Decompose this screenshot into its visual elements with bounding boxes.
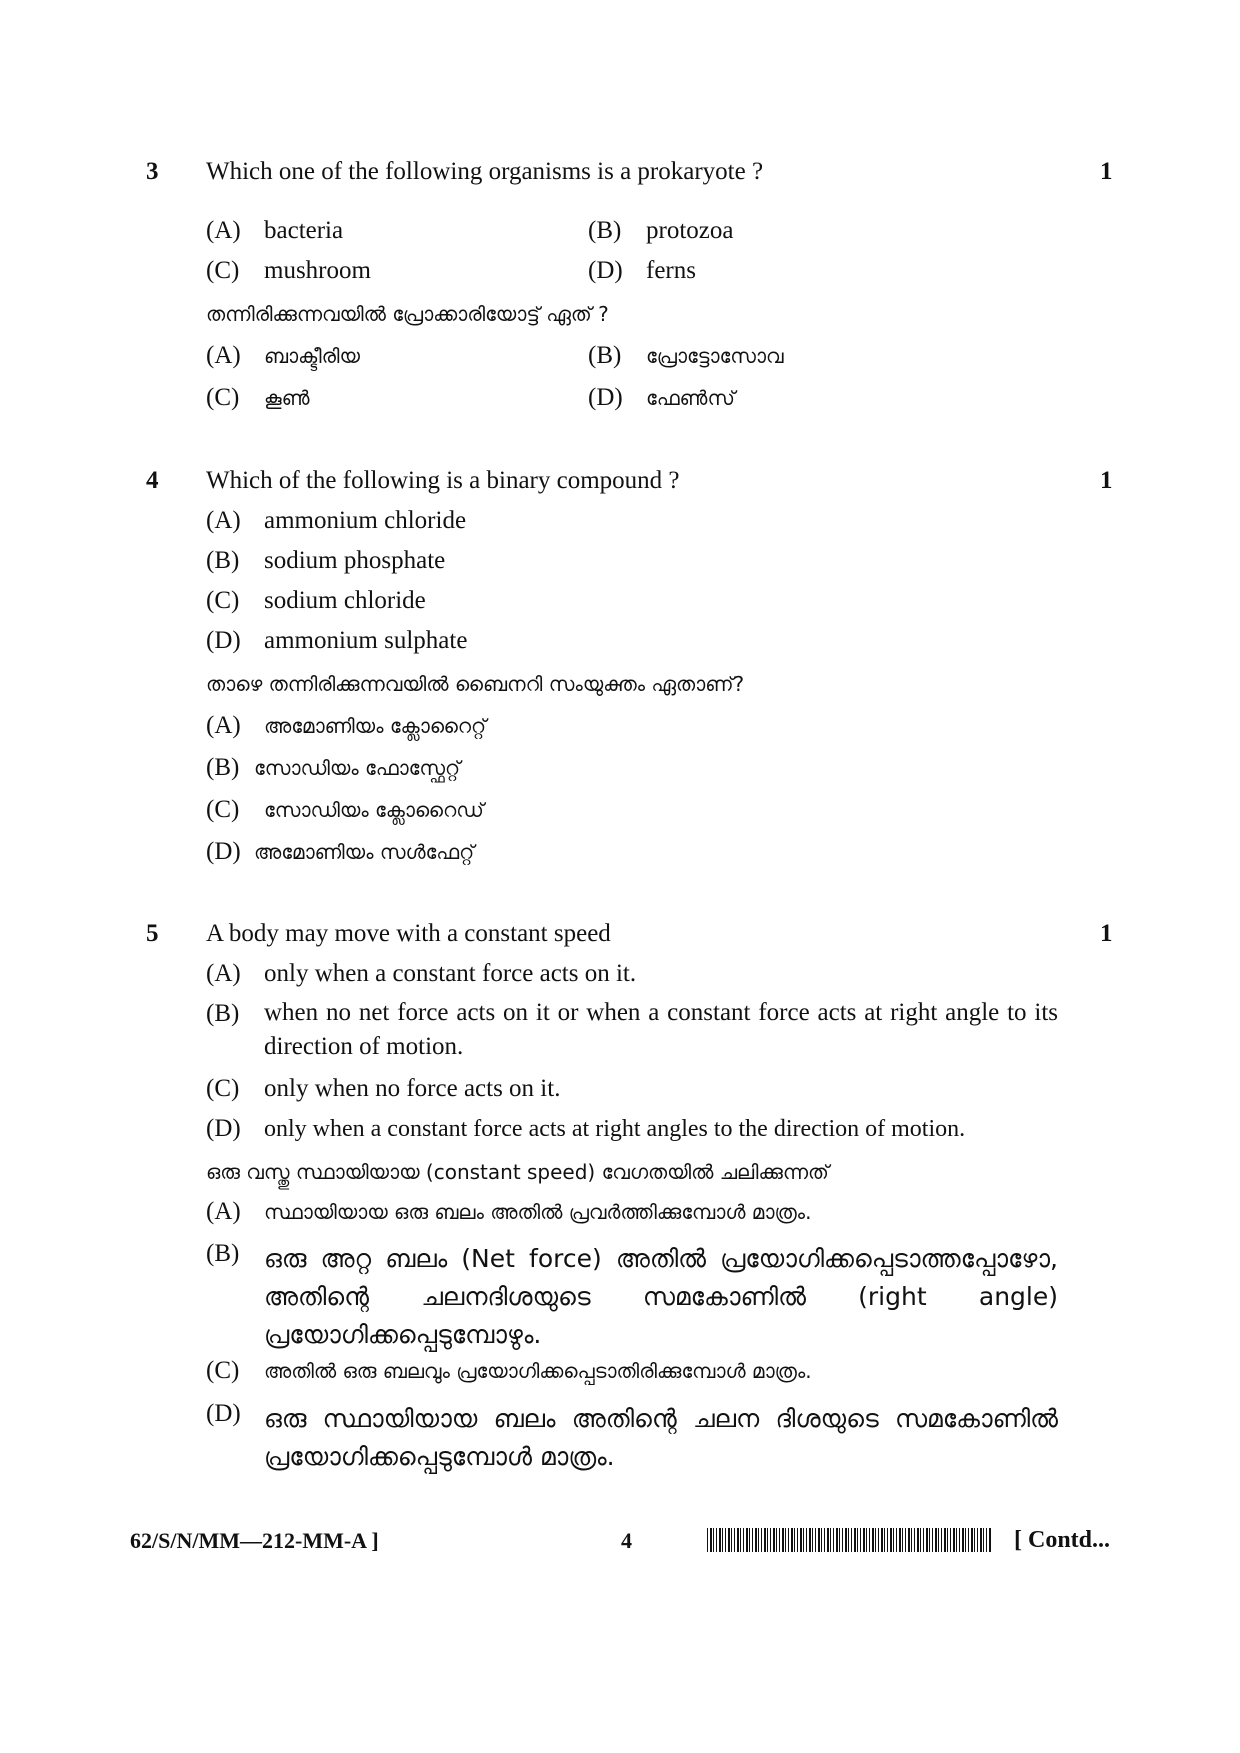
page-number: 4 bbox=[621, 1528, 632, 1553]
option-c-ml: (C) അതിൽ ഒരു ബലവും പ്രയോഗിക്കപ്പെടാതിരിക്കുമ്പോൾ മാത്രം. bbox=[206, 1357, 812, 1384]
option-a-ml: (A) സ്ഥായിയായ ഒരു ബലം അതിൽ പ്രവർത്തിക്കുമ്പോൾ മാത്രം. bbox=[206, 1198, 812, 1225]
question-number: 5 bbox=[146, 920, 159, 947]
option-b-ml: (B) പ്രോട്ടോസോവ bbox=[588, 342, 784, 369]
continued-label: [ Contd... bbox=[1014, 1527, 1111, 1553]
question-text-en: Which of the following is a binary compound ? bbox=[206, 467, 680, 494]
option-d-en: (D) only when a constant force acts at right angles to the direction of motion. bbox=[206, 1115, 966, 1142]
option-b-en: (B) bbox=[206, 1000, 240, 1027]
option-a-ml: (A) അമോണിയം ക്ലോറൈറ്റ് bbox=[206, 712, 487, 739]
question-marks: 1 bbox=[1100, 158, 1113, 185]
barcode-icon bbox=[707, 1528, 992, 1552]
option-a-en: (A) bacteria bbox=[206, 217, 344, 244]
option-b-en: (B) sodium phosphate bbox=[206, 547, 446, 574]
option-d-en: (D) ferns bbox=[588, 257, 696, 284]
option-a-en: (A) ammonium chloride bbox=[206, 507, 467, 534]
question-marks: 1 bbox=[1100, 920, 1113, 947]
question-number: 4 bbox=[146, 467, 159, 494]
option-b-en-text: when no net force acts on it or when a constant force acts at right angle to its direction of motion. bbox=[264, 999, 1058, 1060]
question-text-ml: തന്നിരിക്കുന്നവയിൽ പ്രോക്കാരിയോട്ട് ഏത് ? bbox=[206, 302, 609, 326]
option-c-ml: (C) കൂൺ bbox=[206, 384, 310, 411]
question-text-ml: ഒരു വസ്തു സ്ഥായിയായ (constant speed) വേഗതയിൽ ചലിക്കുന്നത് bbox=[206, 1160, 829, 1184]
paper-code: 62/S/N/MM—212-MM-A ] bbox=[130, 1528, 379, 1553]
question-text-en: A body may move with a constant speed bbox=[206, 920, 611, 947]
option-a-ml: (A) ബാക്ടീരിയ bbox=[206, 342, 360, 369]
option-c-en: (C) only when no force acts on it. bbox=[206, 1075, 561, 1102]
option-d-ml: (D) അമോണിയം സൾഫേറ്റ് bbox=[206, 838, 475, 865]
option-b-en: (B) protozoa bbox=[588, 217, 734, 244]
question-text-ml: താഴെ തന്നിരിക്കുന്നവയിൽ ബൈനറി സംയുക്തം ഏതാണ്? bbox=[206, 672, 745, 696]
option-d-en: (D) ammonium sulphate bbox=[206, 627, 468, 654]
option-b-ml: (B) bbox=[206, 1240, 240, 1267]
question-marks: 1 bbox=[1100, 467, 1113, 494]
question-number: 3 bbox=[146, 158, 159, 185]
option-c-en: (C) mushroom bbox=[206, 257, 371, 284]
option-d-ml: (D) bbox=[206, 1400, 241, 1427]
option-c-en: (C) sodium chloride bbox=[206, 587, 426, 614]
question-text-en: Which one of the following organisms is a prokaryote ? bbox=[206, 158, 764, 185]
option-b-ml-text: ഒരു അറ്റ ബലം (Net force) അതിൽ പ്രയോഗിക്കപ്പെടാത്തപ്പോഴോ, അതിന്റെ ചലനദിശയുടെ സമകോണിൽ (right angle) പ്രയോഗിക്കപ്പെടുമ്പോഴും. bbox=[264, 1244, 1058, 1349]
option-d-ml: (D) ഫേൺസ് bbox=[588, 384, 735, 411]
option-c-ml: (C) സോഡിയം ക്ലോറൈഡ് bbox=[206, 796, 484, 823]
option-d-ml-text: ഒരു സ്ഥായിയായ ബലം അതിന്റെ ചലന ദിശയുടെ സമകോണിൽ പ്രയോഗിക്കപ്പെടുമ്പോൾ മാത്രം. bbox=[264, 1404, 1058, 1471]
option-b-ml: (B) സോഡിയം ഫോസ്ഫേറ്റ് bbox=[206, 754, 461, 781]
option-a-en: (A) only when a constant force acts on it. bbox=[206, 960, 637, 987]
